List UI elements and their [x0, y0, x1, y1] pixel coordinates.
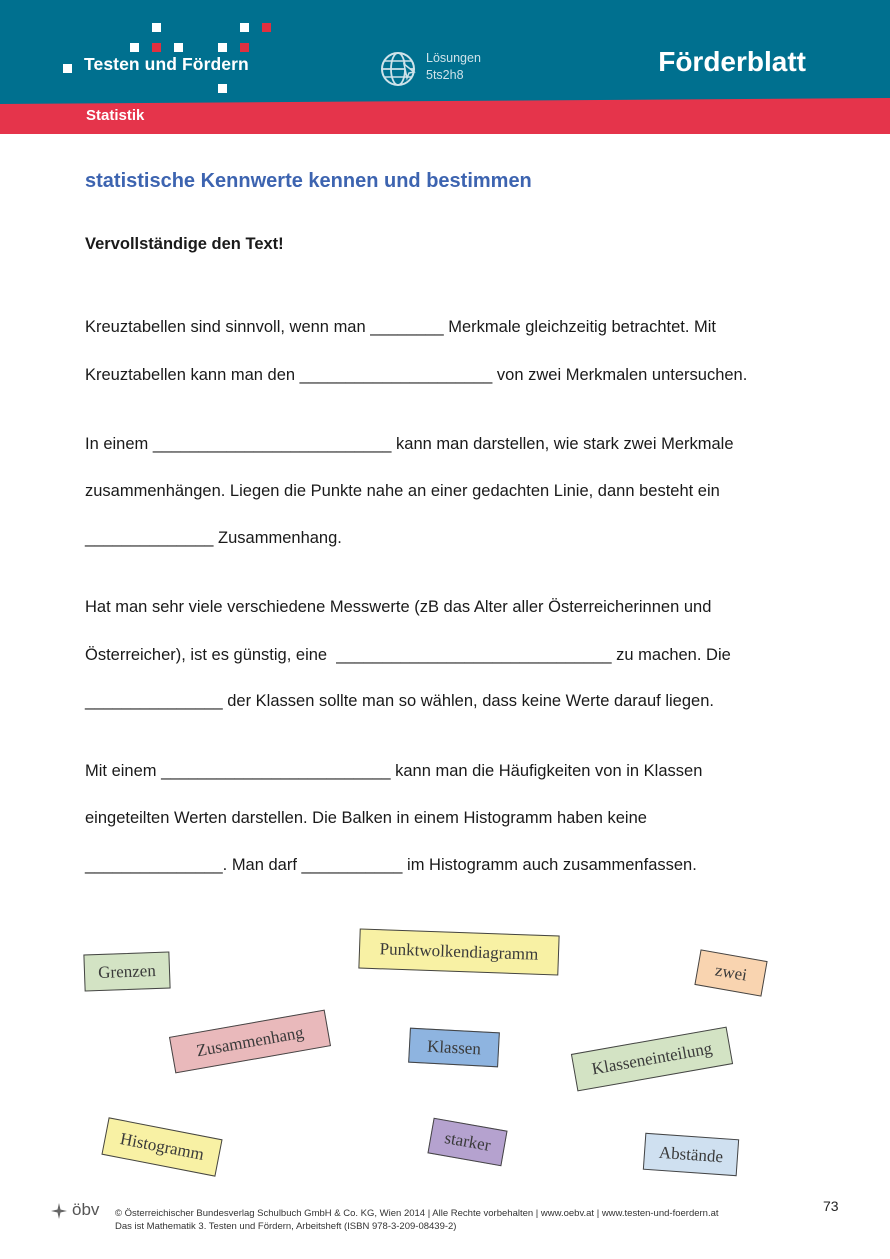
page-title: statistische Kennwerte kennen und bestimmen [85, 170, 532, 192]
page-number: 73 [823, 1198, 839, 1214]
globe-icon[interactable] [380, 50, 418, 88]
word-card[interactable]: Histogramm [101, 1117, 222, 1176]
word-card[interactable]: Klassen [408, 1028, 500, 1068]
text-line: zusammenhängen. Liegen die Punkte nahe an einer gedachten Linie, dann besteht ein [85, 482, 720, 500]
word-card[interactable]: Abstände [643, 1133, 739, 1176]
solutions-label: Lösungen [426, 51, 481, 65]
solutions-code: 5ts2h8 [426, 68, 464, 82]
text-line: _______________ der Klassen sollte man so wählen, dass keine Werte darauf liegen. [85, 692, 714, 710]
book-reference: Das ist Mathematik 3. Testen und Fördern, Arbeitsheft (ISBN 978-3-209-08439-2) [115, 1221, 457, 1232]
publisher-logo: öbv [50, 1200, 108, 1222]
text-line: _______________. Man darf ___________ im Histogramm auch zusammenfassen. [85, 856, 697, 874]
section-label: Statistik [86, 107, 145, 124]
word-card[interactable]: Punktwolkendiagramm [358, 929, 559, 976]
instruction: Vervollständige den Text! [85, 235, 284, 253]
sheet-type: Förderblatt [658, 46, 806, 77]
word-card[interactable]: Grenzen [83, 952, 170, 992]
text-line: Mit einem _________________________ kann man die Häufigkeiten von in Klassen [85, 762, 703, 780]
word-card[interactable]: zwei [694, 949, 767, 996]
text-line: In einem __________________________ kann man darstellen, wie stark zwei Merkmale [85, 435, 734, 453]
star-icon [50, 1202, 68, 1220]
text-line: Österreicher), ist es günstig, eine ______________________________ zu machen. Die [85, 646, 731, 664]
text-line: ______________ Zusammenhang. [85, 529, 342, 547]
brand-name: Testen und Fördern [84, 54, 249, 74]
word-card[interactable]: starker [427, 1118, 507, 1166]
solutions-link[interactable] [426, 50, 481, 84]
footer-text [115, 1207, 719, 1233]
word-card[interactable]: Klasseneinteilung [571, 1027, 733, 1092]
word-card[interactable]: Zusammenhang [169, 1010, 331, 1074]
text-line: Kreuztabellen kann man den _____________________ von zwei Merkmalen untersuchen. [85, 366, 748, 384]
text-line: Hat man sehr viele verschiedene Messwerte (zB das Alter aller Österreicherinnen und [85, 598, 712, 616]
text-line: eingeteilten Werten darstellen. Die Balken in einem Histogramm haben keine [85, 809, 647, 827]
copyright: © Österreichischer Bundesverlag Schulbuch GmbH & Co. KG, Wien 2014 | Alle Rechte vorbehalten | www.oebv.at | www.testen-und-foerdern.at [115, 1208, 719, 1219]
text-line: Kreuztabellen sind sinnvoll, wenn man ________ Merkmale gleichzeitig betrachtet. Mit [85, 318, 717, 336]
